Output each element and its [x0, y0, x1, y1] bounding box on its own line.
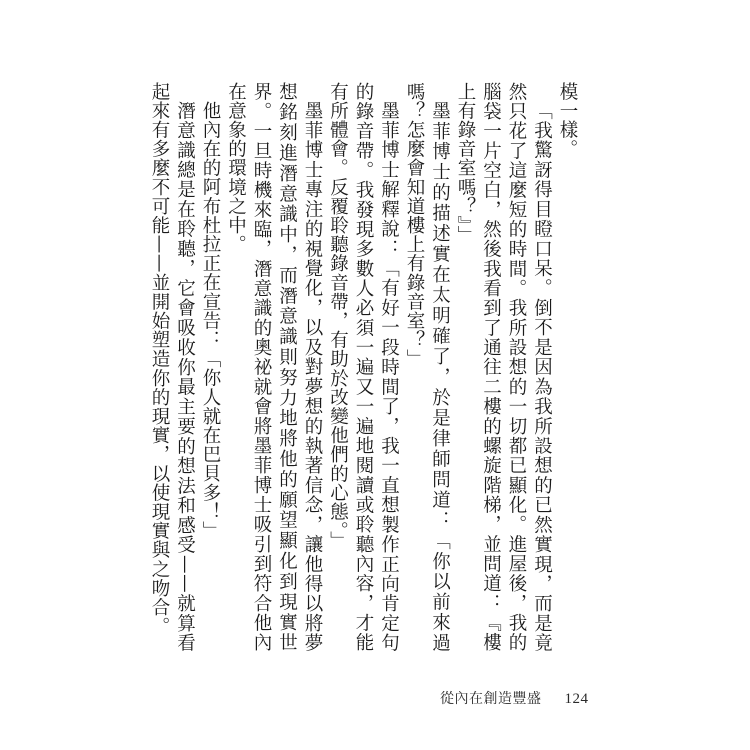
paragraph-7: 潛意識總是在聆聽，它會吸收你最主要的想法和感受——就算看起來有多麼不可能——並開始塑造你的現實，以使現實與之吻合。: [149, 82, 196, 652]
paragraph-6: 他內在的阿布杜拉正在宣告：「你人就在巴貝多！」: [200, 100, 221, 540]
page-number: 124: [564, 691, 589, 707]
paragraph-1: 模一樣。: [557, 82, 578, 159]
paragraph-2: 「我驚訝得目瞪口呆。倒不是因為我所設想的已然實現，而是竟然只花了這麼短的時間。我所設想的一切都已顯化。進屋後，我的腦袋一片空白，然後我看到了通往二樓的螺旋階梯，並問道：『樓上有錄音室嗎？』」: [455, 82, 553, 652]
paragraph-3: 墨菲博士的描述實在太明確了，於是律師問道：「你以前來過嗎？怎麼會知道樓上有錄音室？」: [404, 82, 451, 652]
page-footer: [440, 688, 588, 708]
body-text: [149, 82, 580, 652]
paragraph-4: 墨菲博士解釋說：「有好一段時間了，我一直想製作正向肯定句的錄音帶。我發現多數人必須一遍又一遍地閱讀或聆聽內容，才能有所體會。反覆聆聽錄音帶，有助於改變他們的心態。」: [327, 82, 400, 652]
paragraph-5: 墨菲博士專注的視覺化，以及對夢想的執著信念，讓他得以將夢想銘刻進潛意識中，而潛意識則努力地將他的願望顯化到現實世界。一旦時機來臨，潛意識的奧祕就會將墨菲博士吸引到符合他內在意象的環境之中。: [225, 82, 323, 652]
running-title: 從內在創造豐盛: [440, 691, 542, 707]
